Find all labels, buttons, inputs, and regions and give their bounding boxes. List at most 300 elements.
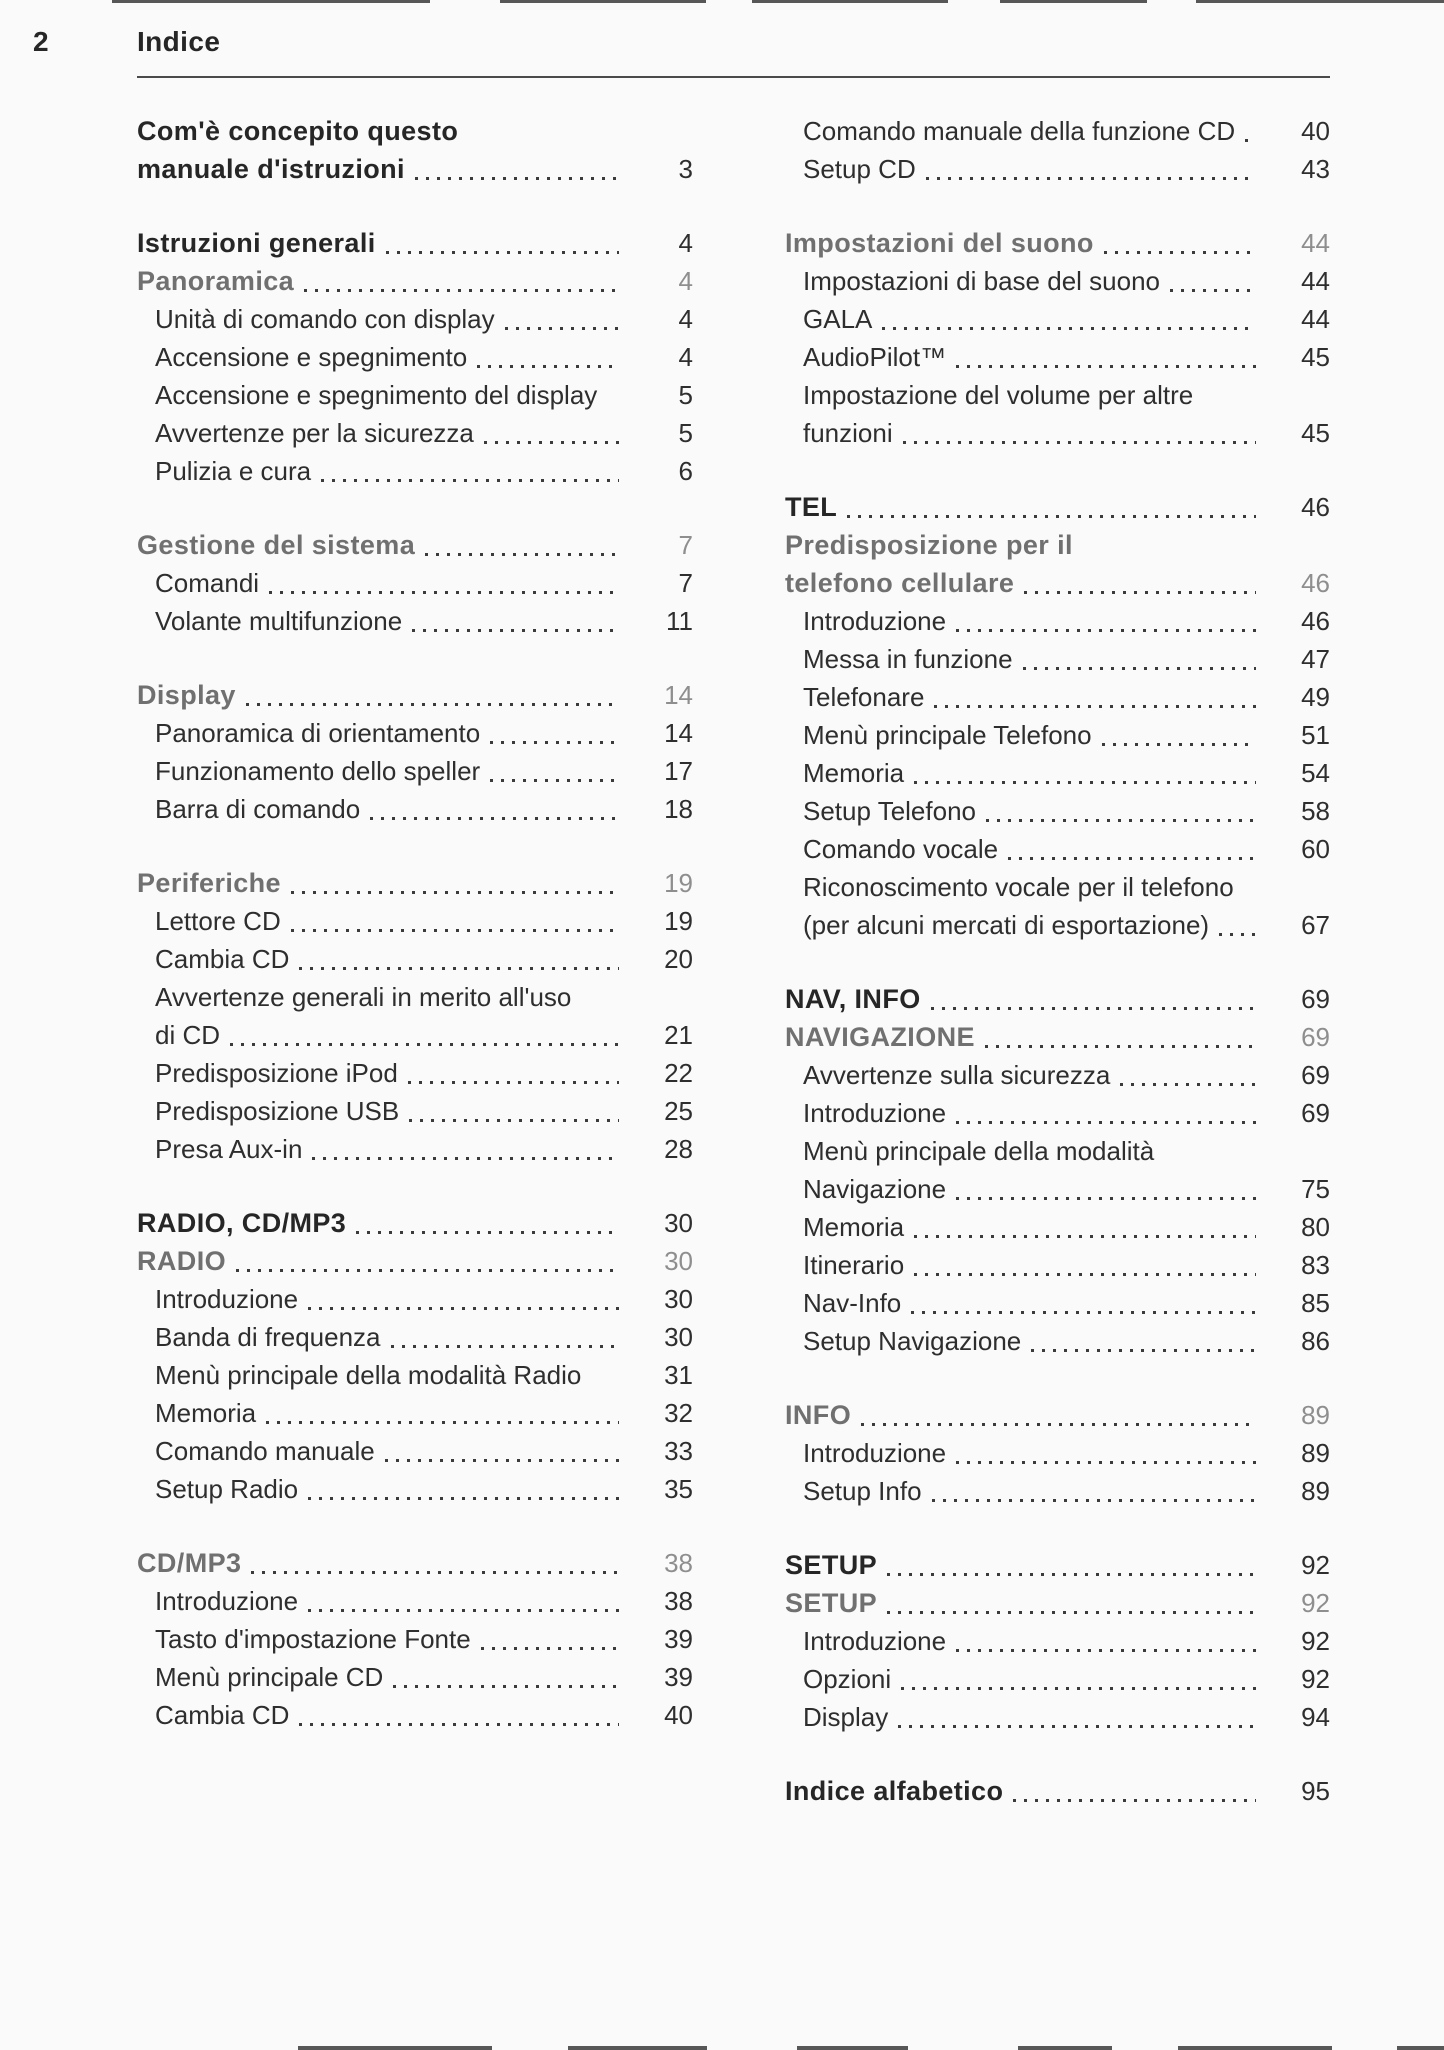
toc-entry: [137, 978, 693, 1016]
dot-leader: [481, 1647, 619, 1650]
toc-entry: [785, 1322, 1330, 1360]
dot-leader: [1245, 139, 1256, 142]
toc-page-number: 44: [1301, 266, 1330, 296]
dot-leader: [230, 1043, 619, 1046]
dot-leader: [386, 251, 619, 254]
toc-entry: [137, 262, 693, 300]
toc-entry: [137, 1092, 693, 1130]
toc-page-number: 39: [664, 1662, 693, 1692]
toc-page-number: 47: [1301, 644, 1330, 674]
toc-column-left: [137, 112, 693, 1846]
toc-entry: [137, 1204, 693, 1242]
toc-entry-title: Predisposizione USB: [155, 1096, 400, 1126]
toc-page-number: 89: [1301, 1438, 1330, 1468]
toc-page-number: 30: [664, 1284, 693, 1314]
dot-leader: [1104, 251, 1256, 254]
toc-entry-title: Impostazioni del suono: [785, 228, 1094, 258]
dot-leader: [409, 1119, 619, 1122]
toc-entry: [785, 526, 1330, 564]
toc-page-number: 40: [1301, 116, 1330, 146]
dot-leader: [898, 1725, 1256, 1728]
dot-leader: [956, 629, 1256, 632]
toc-page-number: 86: [1301, 1326, 1330, 1356]
toc-entry-title: Display: [137, 680, 236, 710]
toc-entry-title: Pulizia e cura: [155, 456, 312, 486]
toc-page-number: 46: [1301, 492, 1330, 522]
toc-entry-title: Setup Info: [803, 1476, 922, 1506]
toc-page-number: 4: [678, 342, 693, 372]
toc-entry: [785, 564, 1330, 602]
toc-page-number: 14: [664, 718, 693, 748]
dot-leader: [266, 1421, 619, 1424]
toc-entry-title: Setup Telefono: [803, 796, 976, 826]
toc-page-number: 89: [1301, 1400, 1330, 1430]
toc-page-number: 21: [664, 1020, 693, 1050]
toc-page-number: 85: [1301, 1288, 1330, 1318]
toc-entry: [137, 1696, 693, 1734]
toc-entry: [785, 1246, 1330, 1284]
toc-entry: [785, 150, 1330, 188]
toc-entry: [137, 714, 693, 752]
dot-leader: [490, 779, 619, 782]
toc-entry: [785, 1584, 1330, 1622]
toc-page-number: 11: [666, 606, 693, 636]
toc-page-number: 67: [1301, 910, 1330, 940]
dot-leader: [956, 1461, 1256, 1464]
toc-entry-title: Introduzione: [803, 1626, 947, 1656]
toc-entry-title: telefono cellulare: [785, 568, 1015, 598]
toc-entry-title: manuale d'istruzioni: [137, 154, 405, 184]
dot-leader: [291, 891, 619, 894]
toc-entry-title: Memoria: [155, 1398, 257, 1428]
toc-group: [137, 224, 693, 490]
toc-entry: [785, 414, 1330, 452]
scan-artifact: [500, 0, 706, 3]
dot-leader: [985, 1045, 1256, 1048]
toc-entry: [137, 150, 693, 188]
toc-entry-title: Setup Radio: [155, 1474, 299, 1504]
dot-leader: [308, 1609, 619, 1612]
toc-page-number: 6: [678, 456, 693, 486]
toc-entry-title: INFO: [785, 1400, 852, 1430]
toc-entry: [137, 1544, 693, 1582]
toc-page-number: 22: [664, 1058, 693, 1088]
dot-leader: [477, 365, 619, 368]
toc-entry-title: Istruzioni generali: [137, 228, 376, 258]
dot-leader: [321, 479, 619, 482]
toc-entry: [785, 906, 1330, 944]
toc-entry-title: Cambia CD: [155, 944, 290, 974]
dot-leader: [1008, 857, 1256, 860]
toc-page-number: 69: [1301, 984, 1330, 1014]
toc-group: [137, 526, 693, 640]
toc-page-number: 51: [1301, 720, 1330, 750]
toc-entry-title: Opzioni: [803, 1664, 892, 1694]
toc-entry: [785, 640, 1330, 678]
toc-page-number: 75: [1301, 1174, 1330, 1204]
toc-page-number: 95: [1301, 1776, 1330, 1806]
toc-entry: [785, 602, 1330, 640]
toc-entry-title: Com'è concepito questo: [137, 116, 459, 146]
toc-entry: [785, 1208, 1330, 1246]
scan-artifact: [1000, 0, 1147, 3]
toc-group: [785, 980, 1330, 1360]
toc-group: [785, 1396, 1330, 1510]
dot-leader: [607, 403, 619, 406]
toc-entry-title: Comando manuale: [155, 1436, 375, 1466]
toc-entry: [137, 1356, 693, 1394]
toc-group: [785, 1772, 1330, 1810]
toc-entry-title: Introduzione: [155, 1586, 299, 1616]
toc-entry: [137, 1280, 693, 1318]
toc-entry-title: Barra di comando: [155, 794, 361, 824]
scan-artifact: [1178, 2046, 1332, 2050]
dot-leader: [882, 327, 1256, 330]
dot-leader: [312, 1157, 619, 1160]
toc-entry: [137, 940, 693, 978]
toc-page-number: 69: [1301, 1098, 1330, 1128]
toc-page-number: 25: [664, 1096, 693, 1126]
toc-entry-title: TEL: [785, 492, 838, 522]
toc-page-number: 4: [678, 266, 693, 296]
toc-entry: [785, 338, 1330, 376]
toc-entry: [137, 1432, 693, 1470]
dot-leader: [408, 1081, 619, 1084]
dot-leader: [505, 327, 619, 330]
scan-artifact: [752, 0, 948, 3]
toc-entry-title: Predisposizione iPod: [155, 1058, 398, 1088]
toc-entry-title: Comandi: [155, 568, 260, 598]
toc-entry: [785, 300, 1330, 338]
toc-page-number: 5: [678, 418, 693, 448]
dot-leader: [986, 819, 1256, 822]
toc-group: [785, 488, 1330, 944]
toc-group: [137, 112, 693, 188]
dot-leader: [425, 553, 619, 556]
toc-entry-title: GALA: [803, 304, 873, 334]
toc-entry-title: AudioPilot™: [803, 342, 947, 372]
toc-entry: [785, 1622, 1330, 1660]
page-title: Indice: [137, 26, 221, 57]
dot-leader: [269, 591, 619, 594]
header-rule: [137, 76, 1330, 78]
toc-entry: [785, 1170, 1330, 1208]
scan-artifact: [568, 2046, 707, 2050]
toc-entry: [785, 1660, 1330, 1698]
dot-leader: [246, 703, 619, 706]
toc-entry-title: Lettore CD: [155, 906, 281, 936]
scan-artifact: [112, 0, 430, 3]
toc-entry: [137, 452, 693, 490]
toc-entry: [137, 1582, 693, 1620]
toc-entry-title: Tasto d'impostazione Fonte: [155, 1624, 471, 1654]
toc-entry: [785, 1018, 1330, 1056]
dot-leader: [393, 1685, 619, 1688]
toc-entry: [785, 1094, 1330, 1132]
dot-leader: [412, 629, 619, 632]
dot-leader: [291, 929, 619, 932]
toc-page-number: 5: [678, 380, 693, 410]
toc-entry-title: Menù principale della modalità: [803, 1136, 1155, 1166]
toc-entry: [785, 1284, 1330, 1322]
dot-leader: [956, 365, 1256, 368]
toc-entry-title: Impostazione del volume per altre: [803, 380, 1194, 410]
scan-artifact: [797, 2046, 908, 2050]
toc-entry: [785, 792, 1330, 830]
toc-page-number: 30: [664, 1246, 693, 1276]
toc-entry-title: Comando manuale della funzione CD: [803, 116, 1236, 146]
toc-page-number: 7: [678, 530, 693, 560]
toc-page-number: 45: [1301, 342, 1330, 372]
toc-entry: [137, 1054, 693, 1092]
toc-entry-title: Setup Navigazione: [803, 1326, 1022, 1356]
toc-page-number: 30: [664, 1208, 693, 1238]
toc-page-number: 69: [1301, 1060, 1330, 1090]
toc-entry: [785, 1698, 1330, 1736]
dot-leader: [490, 741, 619, 744]
toc-entry-title: Gestione del sistema: [137, 530, 416, 560]
toc-entry: [785, 224, 1330, 262]
dot-leader: [1024, 591, 1256, 594]
toc-entry-title: Accensione e spegnimento: [155, 342, 468, 372]
toc-group: [137, 676, 693, 828]
toc-entry-title: Funzionamento dello speller: [155, 756, 481, 786]
dot-leader: [914, 1273, 1256, 1276]
toc-entry: [137, 790, 693, 828]
toc-entry-title: Setup CD: [803, 154, 916, 184]
dot-leader: [847, 515, 1256, 518]
toc-entry: [785, 112, 1330, 150]
toc-column-right: [785, 112, 1330, 1846]
toc-page-number: 46: [1301, 606, 1330, 636]
toc-page-number: 45: [1301, 418, 1330, 448]
toc-entry: [785, 1546, 1330, 1584]
toc-entry-title: Display: [803, 1702, 889, 1732]
dot-leader: [1023, 667, 1256, 670]
toc-entry: [137, 564, 693, 602]
dot-leader: [887, 1573, 1256, 1576]
toc-page-number: 92: [1301, 1626, 1330, 1656]
toc-entry-title: Indice alfabetico: [785, 1776, 1004, 1806]
toc-page-number: 92: [1301, 1588, 1330, 1618]
toc-page-number: 17: [664, 756, 693, 786]
dot-leader: [911, 1311, 1256, 1314]
toc-entry-title: Introduzione: [155, 1284, 299, 1314]
dot-leader: [415, 177, 619, 180]
dot-leader: [931, 1007, 1256, 1010]
toc-entry: [137, 1130, 693, 1168]
toc-entry-title: Memoria: [803, 1212, 905, 1242]
toc-page-number: 38: [664, 1548, 693, 1578]
toc-page-number: 28: [664, 1134, 693, 1164]
toc-page-number: 39: [664, 1624, 693, 1654]
toc-entry: [137, 602, 693, 640]
toc-entry-title: NAVIGAZIONE: [785, 1022, 975, 1052]
toc-entry-title: Avvertenze sulla sicurezza: [803, 1060, 1111, 1090]
toc-entry-title: RADIO, CD/MP3: [137, 1208, 347, 1238]
toc-entry-title: Menù principale CD: [155, 1662, 384, 1692]
dot-leader: [1102, 743, 1256, 746]
dot-leader: [932, 1499, 1256, 1502]
dot-leader: [484, 441, 619, 444]
toc-entry: [785, 1396, 1330, 1434]
toc-entry: [785, 1132, 1330, 1170]
toc-entry: [137, 1658, 693, 1696]
toc-entry-title: Impostazioni di base del suono: [803, 266, 1161, 296]
toc-entry: [137, 300, 693, 338]
dot-leader: [370, 817, 619, 820]
dot-leader: [391, 1345, 619, 1348]
scan-artifact: [1196, 0, 1444, 3]
toc-page-number: 31: [664, 1360, 693, 1390]
toc-entry-title: Predisposizione per il: [785, 530, 1073, 560]
toc-entry-title: Volante multifunzione: [155, 606, 403, 636]
toc-entry-title: Periferiche: [137, 868, 281, 898]
toc-entry-title: Panoramica: [137, 266, 295, 296]
toc-group: [785, 224, 1330, 452]
toc-entry: [137, 1016, 693, 1054]
toc-entry: [137, 1620, 693, 1658]
scan-artifact: [298, 2046, 492, 2050]
toc-entry: [785, 262, 1330, 300]
toc-entry-title: Riconoscimento vocale per il telefono: [803, 872, 1234, 902]
toc-page-number: 43: [1301, 154, 1330, 184]
dot-leader: [299, 967, 619, 970]
dot-leader: [926, 177, 1256, 180]
page-number: 2: [33, 26, 49, 57]
toc-entry: [785, 1056, 1330, 1094]
toc-entry-title: Accensione e spegnimento del display: [155, 380, 598, 410]
scan-artifact: [1397, 2046, 1444, 2050]
toc-entry: [137, 752, 693, 790]
toc-entry: [785, 1772, 1330, 1810]
toc-page-number: 80: [1301, 1212, 1330, 1242]
toc-entry-title: Unità di comando con display: [155, 304, 495, 334]
toc-entry: [785, 488, 1330, 526]
toc-page-number: 7: [678, 568, 693, 598]
toc-entry-title: CD/MP3: [137, 1548, 242, 1578]
toc-entry: [785, 830, 1330, 868]
dot-leader: [304, 289, 619, 292]
dot-leader: [1120, 1083, 1256, 1086]
toc-entry: [137, 676, 693, 714]
toc-entry-title: Introduzione: [803, 1438, 947, 1468]
toc-page-number: 38: [664, 1586, 693, 1616]
toc-entry-title: Messa in funzione: [803, 644, 1013, 674]
dot-leader: [385, 1459, 619, 1462]
toc-page-number: 3: [678, 154, 693, 184]
toc-page-number: 69: [1301, 1022, 1330, 1052]
toc-page-number: 49: [1301, 682, 1330, 712]
toc-page-number: 58: [1301, 796, 1330, 826]
toc-entry: [785, 754, 1330, 792]
toc-page-number: 14: [664, 680, 693, 710]
dot-leader: [591, 1383, 619, 1386]
dot-leader: [887, 1611, 1256, 1614]
toc-entry-title: Navigazione: [803, 1174, 947, 1204]
toc-page-number: 33: [664, 1436, 693, 1466]
toc-group: [137, 1544, 693, 1734]
dot-leader: [1170, 289, 1256, 292]
toc-page-number: 54: [1301, 758, 1330, 788]
toc-page-number: 32: [664, 1398, 693, 1428]
dot-leader: [356, 1231, 619, 1234]
dot-leader: [1219, 933, 1256, 936]
toc-entry: [785, 868, 1330, 906]
toc-page-number: 4: [678, 228, 693, 258]
toc-page-number: 44: [1301, 228, 1330, 258]
dot-leader: [956, 1121, 1256, 1124]
toc-entry-title: SETUP: [785, 1588, 878, 1618]
toc-entry-title: NAV, INFO: [785, 984, 921, 1014]
toc-entry: [785, 1472, 1330, 1510]
toc-entry-title: funzioni: [803, 418, 893, 448]
toc-group: [137, 864, 693, 1168]
dot-leader: [903, 441, 1256, 444]
toc-group: [137, 1204, 693, 1508]
toc-page-number: 94: [1301, 1702, 1330, 1732]
toc-page-number: 4: [678, 304, 693, 334]
dot-leader: [299, 1723, 619, 1726]
toc-entry: [137, 1242, 693, 1280]
toc-entry-title: Menù principale della modalità Radio: [155, 1360, 582, 1390]
toc-entry: [137, 1318, 693, 1356]
toc-entry: [137, 112, 693, 150]
toc-page-number: 60: [1301, 834, 1330, 864]
toc-entry-title: Introduzione: [803, 606, 947, 636]
scan-artifact: [1018, 2046, 1112, 2050]
toc-page-number: 19: [664, 906, 693, 936]
dot-leader: [1013, 1799, 1256, 1802]
toc-page-number: 83: [1301, 1250, 1330, 1280]
toc-entry: [785, 1434, 1330, 1472]
toc-page-number: 19: [664, 868, 693, 898]
toc-entry: [137, 1470, 693, 1508]
toc-entry: [137, 414, 693, 452]
toc-group: [785, 1546, 1330, 1736]
toc-entry-title: Panoramica di orientamento: [155, 718, 481, 748]
toc-entry: [137, 864, 693, 902]
toc-entry-title: Menù principale Telefono: [803, 720, 1092, 750]
dot-leader: [308, 1497, 619, 1500]
dot-leader: [934, 705, 1256, 708]
toc-entry-title: Avvertenze generali in merito all'uso: [155, 982, 572, 1012]
toc-page-number: 89: [1301, 1476, 1330, 1506]
toc-page-number: 92: [1301, 1664, 1330, 1694]
toc-entry: [137, 902, 693, 940]
dot-leader: [956, 1197, 1256, 1200]
toc-entry-title: Banda di frequenza: [155, 1322, 381, 1352]
toc-entry: [785, 716, 1330, 754]
dot-leader: [914, 1235, 1256, 1238]
toc-entry: [785, 376, 1330, 414]
toc-entry: [137, 338, 693, 376]
toc-entry-title: SETUP: [785, 1550, 878, 1580]
table-of-contents: [137, 112, 1330, 1846]
toc-entry: [785, 678, 1330, 716]
toc-page-number: 92: [1301, 1550, 1330, 1580]
toc-entry-title: Nav-Info: [803, 1288, 902, 1318]
toc-entry-title: (per alcuni mercati di esportazione): [803, 910, 1210, 940]
toc-entry-title: Comando vocale: [803, 834, 999, 864]
toc-entry-title: Introduzione: [803, 1098, 947, 1128]
toc-page-number: 40: [664, 1700, 693, 1730]
toc-page-number: 46: [1301, 568, 1330, 598]
toc-page-number: 35: [664, 1474, 693, 1504]
toc-entry-title: Itinerario: [803, 1250, 905, 1280]
dot-leader: [861, 1423, 1256, 1426]
toc-entry-title: Cambia CD: [155, 1700, 290, 1730]
